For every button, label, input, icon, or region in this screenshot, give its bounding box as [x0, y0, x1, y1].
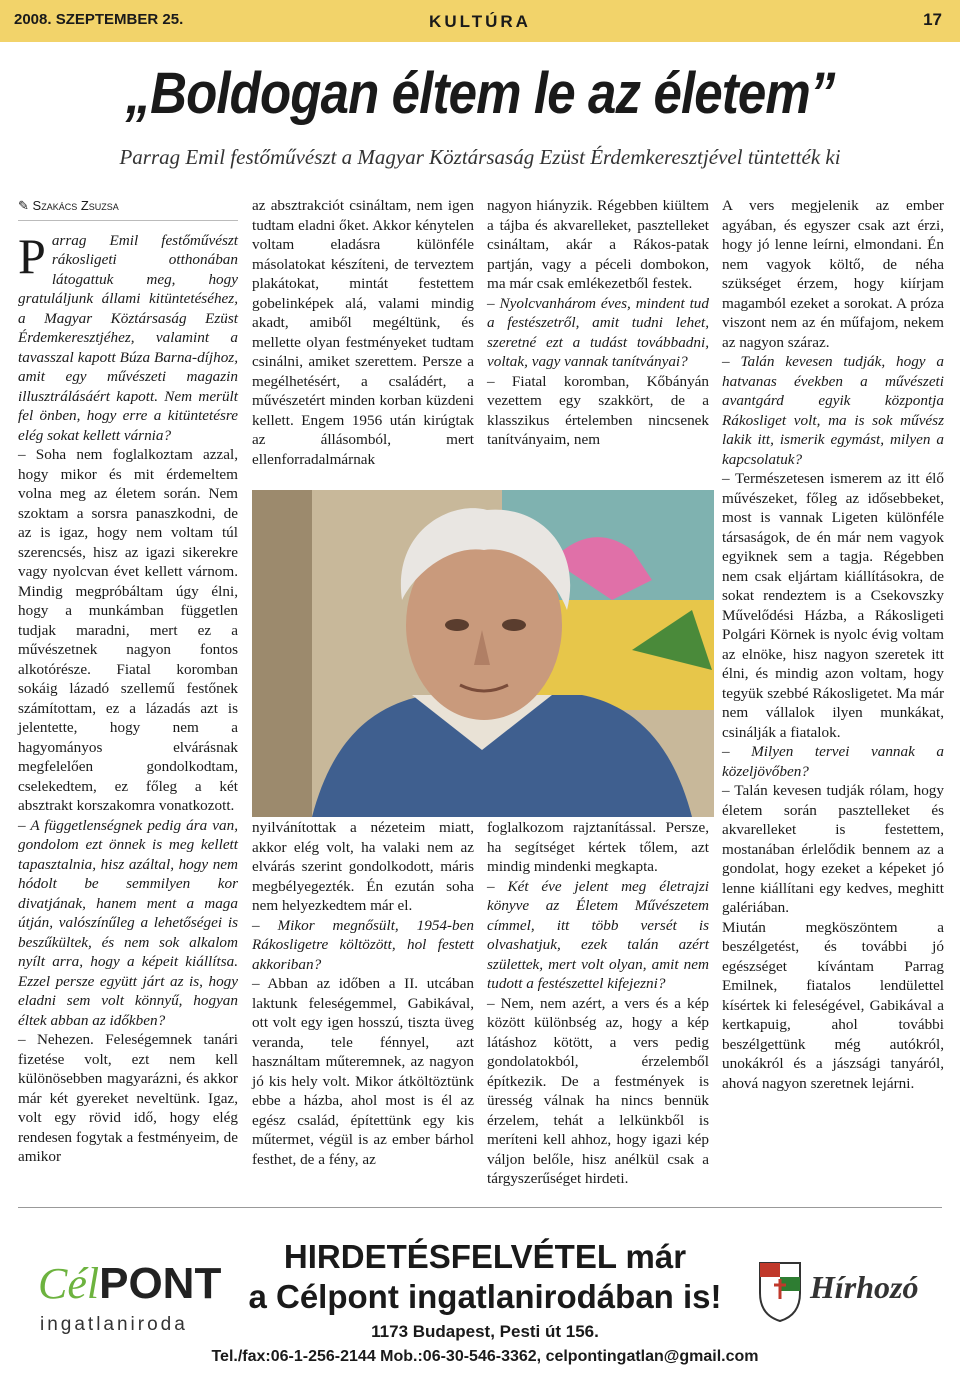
answer: nagyon hiányzik. Régebben kiültem a tájba és akvarelleket, pasztelleket csináltam, akár a Rákos-patak partján, vagy a péceli dombokon, ma már csak emlékezetből festek.	[487, 197, 709, 292]
drop-cap: P	[18, 227, 46, 284]
portrait-illustration	[252, 490, 714, 817]
answer: az absztrakciót csináltam, nem igen tudtam eladni őket. Akkor kénytelen voltam eladásra különféle másolatokat készíteni, de terveztem plakátokat, mintát festettem gobelinképek alá, valami mindig akadt, amiből megéltünk, és mellette olyan festményeket tudtam csinálni, amiket szerettem. Persze a megélhetésért, a családért, a művészetért minden korban küzdeni kellett. Engem 1956 után kirúgtak az állásomból, mert ellenforradalmárnak	[252, 197, 474, 468]
column-2-bottom	[252, 818, 474, 1169]
question: – Mikor megnősült, 1954-ben Rákosligetre költözött, hol festett akkoriban?	[252, 916, 474, 973]
logo-subtitle: ingatlaniroda	[40, 1314, 188, 1335]
author-name: Szakács Zsuzsa	[32, 198, 119, 213]
divider	[18, 1207, 942, 1208]
answer: – Soha nem foglalkoztam azzal, hogy mikor és mit érdemeltem volna meg az életem során. Nem szoktam a sorsra panaszkodni, de az is igaz, hogy nem voltam túl szerencsés, hisz az igazi sikerekre vagy nyolcvan évet kellett várnom. Mindig megpróbáltam úgy élni, hogy a munkámban független tudjak maradni, mert ez a művészetnek nagyon fontos alkotórésze. Fiatal koromban sokáig lázadó szellemű festőnek számítottam, ez a lázadás azt is jelentette, hogy nem a hagyományos elvárásnak megfelelően gondolkodtam, cselekedtem, ez főleg a két absztrakt korszakomra vonatkozott.	[18, 446, 238, 814]
question: – A függetlenségnek pedig ára van, gondolom ezt önnek is meg kellett tapasztalnia, hisz azáltal, hogy nem hódolt be semmilyen kor divatjának, hanem ment a maga útján, valószínűleg a lehetőségei is beszűkültek, és nem sok alkalom nyílt arra, hogy a képeit kiállítsa. Ezzel persze együtt járt az is, hogy eladni sem volt könnyű, hogyan éltek abban az időkben?	[18, 816, 238, 1029]
ad-address: 1173 Budapest, Pesti út 156.	[371, 1322, 599, 1341]
answer: – Talán kevesen tudják rólam, hogy életem során pasztelleket és akvarelleket is festettem, mostanában érlelődik bennem az a gondolat, hogy ezeket a képeket jó lenne kiállítani egy kedves, meghitt galériában.	[722, 782, 944, 916]
paper-name: Hírhozó	[810, 1269, 919, 1305]
headline: „Boldogan éltem le az életem”	[125, 61, 835, 126]
column-4	[722, 196, 944, 1093]
section-title: KULTÚRA	[429, 12, 531, 31]
question: – Milyen tervei vannak a közeljövőben?	[722, 743, 944, 780]
intro	[18, 227, 238, 446]
intro-text: arrag Emil festőművészt rákosligeti otthonában látogattuk meg, hogy gratuláljunk állami kitüntetéséhez, a Magyar Köztársaság Ezüst Érdemkeresztjéhez, valamint a tavasszal kapott Búza Barna-díjhoz, amit egy művészeti magazin illusztrálásáért kapott. Nem merült fel önben, hogy erre a kitüntetésre elég sokat kellett várnia?	[18, 231, 238, 444]
closing-paragraph: Miután megköszöntem a beszélgetést, és további jó egészséget kívántam Parrag Emilnek, fiatalos lendülettel kísértek ki feleségével, Gabikával a kertkapuig, ahol további beszélgettünk még autókról, unokákról és a jászsági tanyáról, ahová nagyon szeretnek lejárni.	[722, 918, 944, 1092]
answer: – Fiatal koromban, Kőbányán vezettem egy szakkört, de a klasszikus értelemben nincsenek tanítványaim, nem	[487, 372, 709, 448]
column-2-top	[252, 196, 474, 469]
column-3-bottom	[487, 818, 709, 1189]
page-number: 17	[923, 10, 942, 29]
ad-contact: Tel./fax:06-1-256-2144 Mob.:06-30-546-3362, celpontingatlan@gmail.com	[211, 1348, 759, 1365]
pen-icon: ✎	[18, 198, 29, 213]
answer: – Nehezen. Feleségemnek tanári fizetése volt, ezt nem kell különösebben magyarázni, és akkor már két gyereket neveltünk. Igaz, volt egy rövid idő, hogy elég rendesen fogytak a festményeim, de amikor	[18, 1031, 238, 1165]
question: – Nyolcvanhárom éves, mindent tud a festészetről, amit tudni lehet, szeretné ezt a tudást továbbadni, voltak, vagy vannak tanítványai?	[487, 294, 709, 370]
celpont-logo	[38, 1258, 221, 1309]
column-3-top	[487, 196, 709, 450]
answer: foglalkozom rajztanítással. Persze, ha segítséget kértek tőlem, azt mindig mindenki megkapta.	[487, 819, 709, 875]
answer: – Természetesen ismerem az itt élő művészeket, főleg az idősebbeket, most is vannak Ligeten különféle társaságok, de én már nem vagyok egyiknek sem a tagja. Régebben nem csak eljártam kiállításokra, de sokat rendeztem is a Csekovszky Művelődési Házba, a Rákosligeti Polgári Körnek is nyolc évig voltam az elnöke, hisz nagyon szeretek itt élni, és mindig azon voltam, hogy tegyük szebbé Rákosligetet. Ma már nem vállalok ilyen munkákat, csinálják a fiatalok.	[722, 470, 944, 741]
answer: – Abban az időben a II. utcában laktunk feleségemmel, Gabikával, ott volt egy igen hosszú, tiszta üveg veranda, tele fénnyel, azt használtam műteremnek, az nagyon jó kis hely volt. Mikor átköltöztünk ebbe a házba, ahol most is él az egész család, építettünk egy kis műtermet, végül is az ember bárhol festhet, de a fény, az	[252, 975, 474, 1168]
issue-date: 2008. SZEPTEMBER 25.	[14, 11, 184, 28]
byline	[18, 196, 238, 221]
portrait-photo	[252, 490, 714, 817]
question: – Két éve jelent meg életrajzi könyve az Életem Művészetem címmel, itt több versét is olvashatjuk, ezek talán azért születtek, mert volt olyan, amit nem tudott a festészettel kifejezni?	[487, 877, 709, 992]
subheadline: Parrag Emil festőművészt a Magyar Köztársaság Ezüst Érdemkeresztjével tüntették ki	[119, 145, 841, 169]
ad-title-line-2: a Célpont ingatlanirodában is!	[248, 1278, 722, 1315]
answer: A vers megjelenik az ember agyában, és egyszer csak azt érzi, hogy jó lenne leírni, elmondani. Én nem vagyok költő, de néha szükséget érzem, hogy kiírjam magamból ezeket a sorokat. A próza viszont nem az én műfajom, nekem az nagyon száraz.	[722, 197, 944, 351]
answer: – Nem, nem azért, a vers és a kép között különbség az, hogy a kép látáshoz kötött, a vers pedig gondolatokból, érzelemből építkezik. De a festmények is üresség válnak ha nincs bennük érzelem, tehát a lelkünkből is meríteni kell ahhoz, hogy igazi kép váljon belőle, hisz anélkül csak a tárgyszerűséget hirdeti.	[487, 994, 709, 1187]
logo-part-b: PONT	[99, 1259, 222, 1308]
answer: nyilvánítottak a nézeteim miatt, akkor elég volt, ha valaki nem az elvárás szerint gondolkodott, máris megbélyegezték. Én ezután soha nem helyezkedtem már el.	[252, 819, 474, 914]
logo-part-a: Cél	[38, 1259, 100, 1308]
ad-title-line-1: HIRDETÉSFELVÉTEL már	[283, 1238, 687, 1275]
hirhozo-logo	[752, 1255, 932, 1325]
question: – Talán kevesen tudják, hogy a hatvanas években a művészeti avantgárd egyik központja Rákosliget volt, ma is sok művész lakik itt, ismerik egymást, milyen a kapcsolatuk?	[722, 353, 944, 468]
column-1	[18, 196, 238, 1167]
